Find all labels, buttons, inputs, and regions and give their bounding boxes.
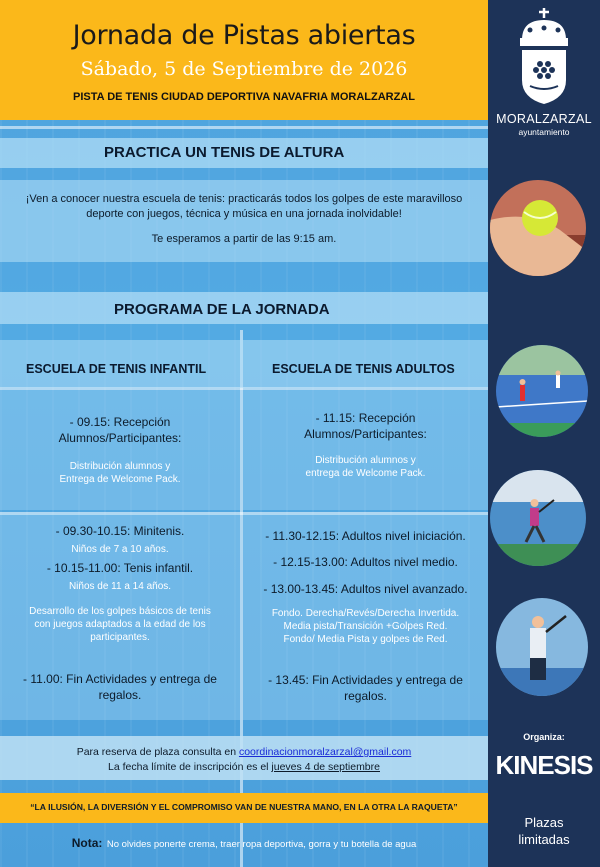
adults-level-2: - 12.15-13.00: Adultos nivel medio.	[273, 555, 458, 569]
kids-distribution-2: Entrega de Welcome Pack.	[59, 474, 181, 485]
venue: PISTA DE TENIS CIUDAD DEPORTIVA NAVAFRIA MORALZARZAL	[72, 91, 415, 103]
adults-description-3: Fondo/ Media Pista y golpes de Red.	[283, 634, 448, 645]
intro-heading: PRACTICA UN TENIS DE ALTURA	[104, 144, 345, 161]
program-heading: PROGRAMA DE LA JORNADA	[114, 301, 330, 318]
moralzarzal-crest-icon	[488, 0, 600, 110]
page-title: Jornada de Pistas abiertas	[72, 20, 416, 51]
town-name: MORALZARZAL	[496, 112, 592, 126]
adults-description-1: Fondo. Derecha/Revés/Derecha Invertida.	[271, 608, 460, 619]
adults-level-1: - 11.30-12.15: Adultos nivel iniciación.	[265, 529, 466, 543]
intro-text-3: Te esperamos a partir de las 9:15 am.	[151, 233, 337, 245]
deadline-prefix: La fecha límite de inscripción es el	[108, 761, 272, 773]
plazas-label: Plazas	[524, 815, 564, 830]
kids-description-2: con juegos adaptados a la edad de los	[34, 619, 206, 630]
kids-reception-box	[0, 390, 240, 510]
adults-end: - 13.45: Fin Actividades y entrega de	[268, 673, 463, 687]
booking-line-2	[0, 761, 488, 773]
adults-reception: - 11.15: Recepción	[315, 411, 416, 425]
kids-distribution: Distribución alumnos y	[69, 461, 171, 472]
booking-prefix: Para reserva de plaza consulta en	[76, 746, 239, 758]
note-text: No olvides ponerte crema, traer ropa deportiva, gorra y tu botella de agua	[106, 839, 417, 850]
photo-kids-court	[496, 345, 588, 437]
kinesis-logo: KINESIS	[495, 750, 593, 780]
deadline-date: jueves 4 de septiembre	[271, 761, 380, 773]
booking-line-1	[0, 746, 488, 758]
header	[0, 0, 488, 120]
town-sub: ayuntamiento	[518, 127, 570, 137]
note-label: Nota:	[71, 836, 103, 850]
photo-adult-player	[490, 470, 586, 566]
kids-infantil: - 10.15-11.00: Tenis infantil.	[46, 561, 194, 575]
adults-reception-2: Alumnos/Participantes:	[304, 427, 427, 441]
booking-email-link[interactable]: coordinacionmoralzarzal@gmail.com	[238, 746, 412, 758]
photo-tennis-ball-hand	[490, 180, 586, 276]
court-line	[0, 126, 488, 129]
kids-end-2: regalos.	[98, 688, 142, 702]
adults-reception-box	[243, 390, 488, 510]
photo-instructor	[496, 598, 588, 696]
adults-level-3: - 13.00-13.45: Adultos nivel avanzado.	[263, 582, 468, 596]
kids-heading: ESCUELA DE TENIS INFANTIL	[26, 362, 207, 376]
organiza-label: Organiza:	[523, 732, 565, 742]
intro-text-2: deporte con juegos, técnica y música en una jornada inolvidable!	[86, 208, 402, 220]
adults-distribution: Distribución alumnos y	[315, 455, 416, 466]
kids-infantil-ages: Niños de 11 a 14 años.	[68, 581, 172, 592]
motto: “LA ILUSIÓN, LA DIVERSIÓN Y EL COMPROMISO VAN DE NUESTRA MANO, EN LA OTRA LA RAQUETA”	[30, 802, 458, 812]
kids-minitenis: - 09.30-10.15: Minitenis.	[55, 524, 185, 538]
kids-end: - 11.00: Fin Actividades y entrega de	[23, 672, 217, 686]
kids-description-1: Desarrollo de los golpes básicos de tenis	[29, 606, 211, 617]
adults-description-2: Media pista/Transición +Golpes Red.	[283, 621, 448, 632]
plazas-label-2: limitadas	[518, 832, 570, 847]
adults-distribution-2: entrega de Welcome Pack.	[305, 468, 426, 479]
sidebar	[488, 0, 600, 867]
kids-reception-2: Alumnos/Participantes:	[58, 431, 182, 445]
kids-description-3: participantes.	[90, 632, 150, 643]
event-date: Sábado, 5 de Septiembre de 2026	[80, 58, 408, 80]
adults-heading: ESCUELA DE TENIS ADULTOS	[272, 362, 455, 376]
booking-band	[0, 736, 488, 780]
note	[0, 834, 488, 852]
kids-minitenis-ages: Niños de 7 a 10 años.	[71, 544, 169, 555]
intro-text-1: ¡Ven a conocer nuestra escuela de tenis: practicarás todos los golpes de este maravilloso	[25, 193, 463, 205]
logo-box	[488, 0, 600, 143]
adults-end-2: regalos.	[344, 689, 387, 703]
kids-reception: - 09.15: Recepción	[69, 415, 171, 429]
